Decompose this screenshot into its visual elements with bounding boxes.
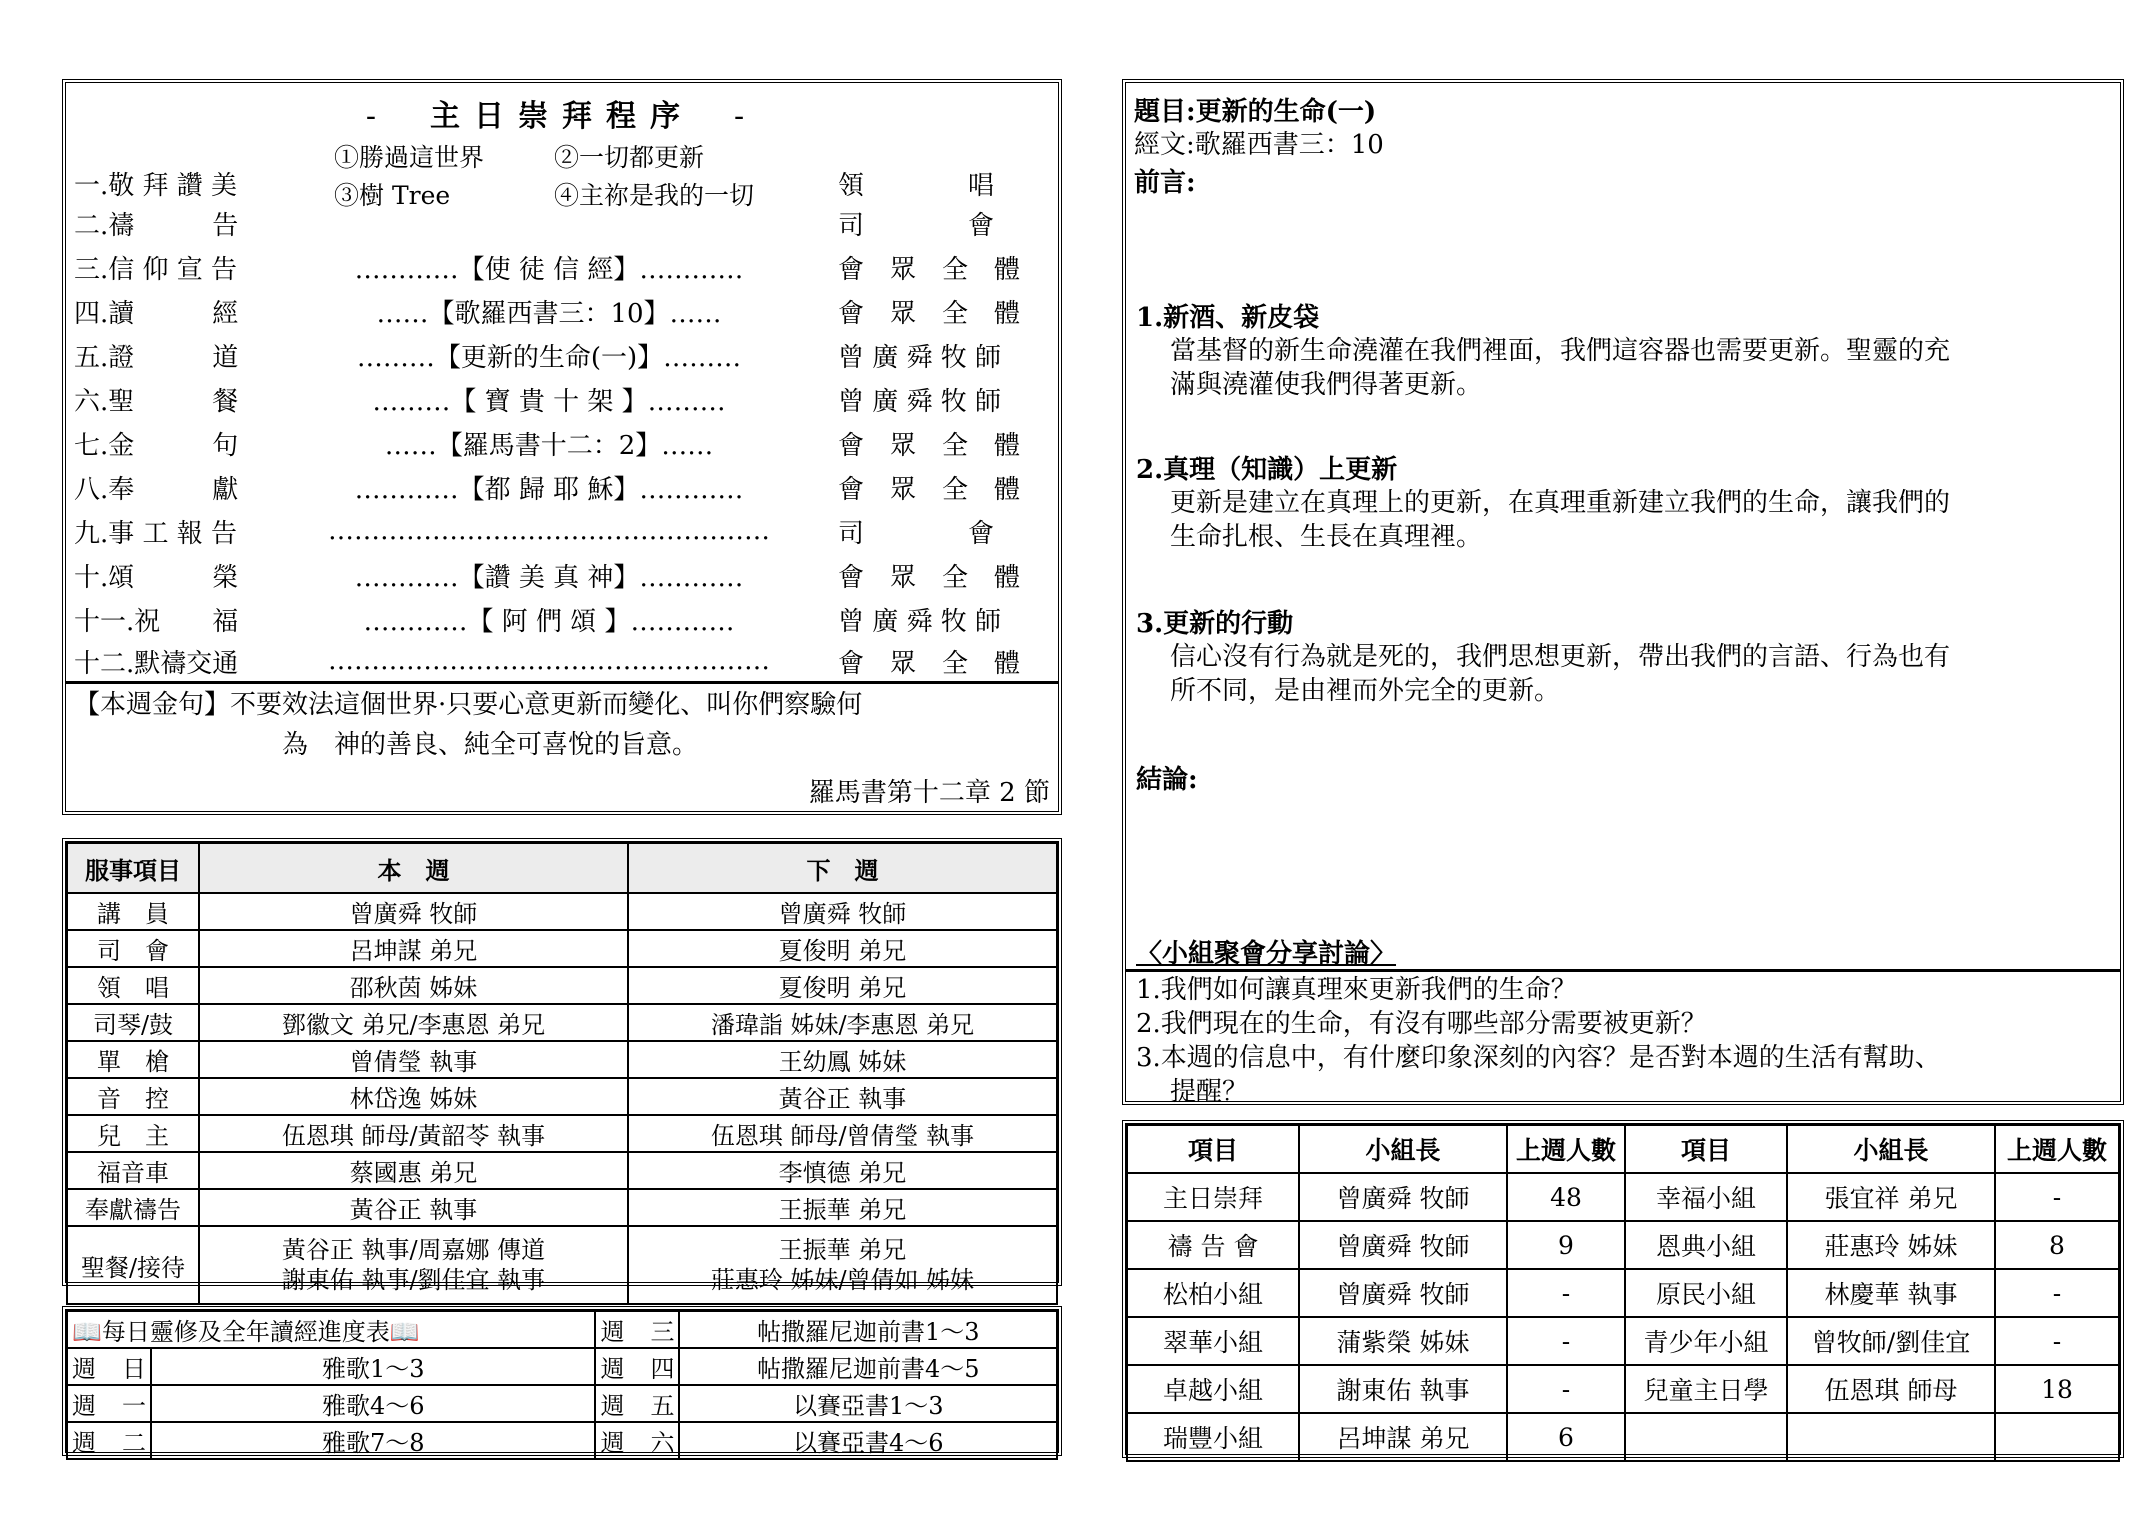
table-row — [67, 893, 1057, 930]
service-person: 黃谷正 執事 — [628, 1078, 1057, 1115]
table-row: 週 日 雅歌1～3 週 四 帖撒羅尼迦前書4～5 — [67, 1348, 1057, 1385]
table-cell: 伍恩琪 師母 — [1787, 1365, 1995, 1413]
service-role: 領 唱 — [67, 967, 199, 1004]
column-header: 上週人數 — [1995, 1125, 2119, 1173]
service-person: 曾倩瑩 執事 — [199, 1041, 628, 1078]
service-person: 黃谷正 執事 — [199, 1189, 628, 1226]
table-cell: 48 — [1507, 1173, 1625, 1221]
table-cell: 林慶華 執事 — [1787, 1269, 1995, 1317]
column-header: 本 週 — [199, 843, 628, 893]
service-role: 司 會 — [67, 930, 199, 967]
service-person: 林岱逸 姊妹 — [199, 1078, 628, 1115]
sermon-point: 1.新酒、新皮袋 當基督的新生命澆灌在我們裡面，我們這容器也需要更新。聖靈的充 滿與澆灌使我們得著更新。 — [1136, 303, 1951, 400]
table-cell: - — [1995, 1317, 2119, 1365]
table-cell: 曾牧師/劉佳宜 — [1787, 1317, 1995, 1365]
list-item: 提醒？ — [1170, 1077, 1249, 1107]
table-cell: 幸福小組 — [1625, 1173, 1787, 1221]
service-person: 伍恩琪 師母/曾倩瑩 執事 — [628, 1115, 1057, 1152]
table-cell: 卓越小組 — [1127, 1365, 1299, 1413]
order-row: 七.金 句 ……【羅馬書十二：2】…… 會 眾 全 體 — [74, 430, 1021, 461]
service-person: 夏俊明 弟兄 — [628, 930, 1057, 967]
sermon-point: 3.更新的行動 信心沒有行為就是死的，我們思想更新，帶出我們的言語、行為也有 所不同，是由裡而外完全的更新。 — [1136, 609, 1951, 706]
table-cell: - — [1507, 1269, 1625, 1317]
worship-order-box — [62, 79, 1062, 815]
table-cell — [1787, 1413, 1995, 1461]
table-cell: 瑞豐小組 — [1127, 1413, 1299, 1461]
service-person: 王幼鳳 姊妹 — [628, 1041, 1057, 1078]
table-cell: 松柏小組 — [1127, 1269, 1299, 1317]
table-cell: 張宜祥 弟兄 — [1787, 1173, 1995, 1221]
column-header: 項目 — [1127, 1125, 1299, 1173]
service-role: 音 控 — [67, 1078, 199, 1115]
sermon-notes-box — [1122, 79, 2124, 1105]
table-cell: 青少年小組 — [1625, 1317, 1787, 1365]
table-cell: - — [1995, 1269, 2119, 1317]
table-cell — [1995, 1413, 2119, 1461]
order-row: 六.聖 餐 ………【 寶 貴 十 架 】……… 曾 廣 舜 牧 師 — [74, 386, 1002, 417]
table-row: 📖每日靈修及全年讀經進度表📖 週 三 帖撒羅尼迦前書1～3 — [67, 1311, 1057, 1348]
column-header: 下 週 — [628, 843, 1057, 893]
song-item: ①勝過這世界 — [334, 143, 485, 172]
table-cell: 主日崇拜 — [1127, 1173, 1299, 1221]
column-header: 項目 — [1625, 1125, 1787, 1173]
reading-plan-table — [62, 1306, 1062, 1456]
table-row: 週 一 雅歌4～6 週 五 以賽亞書1～3 — [67, 1385, 1057, 1422]
column-header: 上週人數 — [1507, 1125, 1625, 1173]
table-header-row — [67, 843, 1057, 893]
sermon-intro: 前言: — [1134, 168, 1196, 198]
table-row — [67, 1115, 1057, 1152]
table-cell: 8 — [1995, 1221, 2119, 1269]
service-person: 呂坤謀 弟兄 — [199, 930, 628, 967]
order-row: 九.事 工 報 告 …………………………………………… 司 會 — [74, 516, 995, 549]
table-cell: 恩典小組 — [1625, 1221, 1787, 1269]
list-item: 3.本週的信息中，有什麼印象深刻的內容？是否對本週的生活有幫助、 — [1136, 1043, 1941, 1073]
table-cell: 呂坤謀 弟兄 — [1299, 1413, 1507, 1461]
table-row: 週 二 雅歌7～8 週 六 以賽亞書4～6 — [67, 1422, 1057, 1459]
reading-plan-title: 📖每日靈修及全年讀經進度表📖 — [67, 1311, 595, 1348]
table-header-row — [1127, 1125, 2119, 1173]
table-row — [1127, 1365, 2119, 1413]
verse-reference: 羅馬書第十二章 2 節 — [808, 778, 1050, 808]
table-cell: 18 — [1995, 1365, 2119, 1413]
sermon-topic: 題目:更新的生命(一) — [1134, 97, 1377, 127]
order-row: 十一.祝 福 …………【 阿 們 頌 】………… 曾 廣 舜 牧 師 — [74, 606, 1002, 637]
table-row — [67, 1041, 1057, 1078]
table-row — [1127, 1317, 2119, 1365]
table-cell: - — [1507, 1317, 1625, 1365]
service-schedule-table — [62, 838, 1062, 1294]
order-row: 一.敬 拜 讚 美 領 唱 — [74, 170, 995, 201]
service-person: 蔡國惠 弟兄 — [199, 1152, 628, 1189]
worship-order-title: - 主日崇拜程序 - — [365, 99, 759, 134]
table-cell: 莊惠玲 姊妹 — [1787, 1221, 1995, 1269]
table-cell: 6 — [1507, 1413, 1625, 1461]
service-role: 司琴/鼓 — [67, 1004, 199, 1041]
sermon-point: 2.真理（知識）上更新 更新是建立在真理上的更新，在真理重新建立我們的生命，讓我們的 生命扎根、生長在真理裡。 — [1136, 455, 1951, 552]
table-cell: 原民小組 — [1625, 1269, 1787, 1317]
order-row: 四.讀 經 ……【歌羅西書三：10】…… 會 眾 全 體 — [74, 298, 1021, 329]
order-row: 十.頌 榮 …………【讚 美 真 神】………… 會 眾 全 體 — [74, 562, 1021, 593]
song-item: ③樹 Tree — [334, 181, 451, 210]
table-row — [67, 1152, 1057, 1189]
table-row: 聖餐/接待 黃谷正 執事/周嘉娜 傳道 謝東佑 執事/劉佳宜 執事 王振華 弟兄 莊惠玲 姊妹/曾倩如 姊妹 — [67, 1226, 1057, 1304]
table-cell: 兒童主日學 — [1625, 1365, 1787, 1413]
order-row: 三.信 仰 宣 告 …………【使 徒 信 經】………… 會 眾 全 體 — [74, 254, 1021, 285]
table-row — [1127, 1173, 2119, 1221]
small-groups-table — [1122, 1120, 2124, 1458]
table-row — [67, 1078, 1057, 1115]
service-person: 潘瑋詣 姊妹/李惠恩 弟兄 — [628, 1004, 1057, 1041]
song-item: ②一切都更新 — [554, 143, 705, 172]
service-person: 李慎德 弟兄 — [628, 1152, 1057, 1189]
table-row — [1127, 1269, 2119, 1317]
table-cell: 翠華小組 — [1127, 1317, 1299, 1365]
table-cell: 曾廣舜 牧師 — [1299, 1221, 1507, 1269]
list-item: 2.我們現在的生命，有沒有哪些部分需要被更新？ — [1136, 1009, 1707, 1039]
order-row: 十二.默禱交通 …………………………………………… 會 眾 全 體 — [74, 646, 1021, 679]
service-person: 曾廣舜 牧師 — [628, 893, 1057, 930]
service-person: 曾廣舜 牧師 — [199, 893, 628, 930]
table-cell: 蒲紫榮 姊妹 — [1299, 1317, 1507, 1365]
song-item: ④主祢是我的一切 — [554, 181, 755, 210]
column-header: 服事項目 — [67, 843, 199, 893]
table-row — [1127, 1221, 2119, 1269]
service-person: 王振華 弟兄 — [628, 1189, 1057, 1226]
table-row — [67, 967, 1057, 1004]
table-cell: 曾廣舜 牧師 — [1299, 1269, 1507, 1317]
table-cell: - — [1507, 1365, 1625, 1413]
table-cell: 曾廣舜 牧師 — [1299, 1173, 1507, 1221]
table-cell: 禱 告 會 — [1127, 1221, 1299, 1269]
table-row — [67, 1004, 1057, 1041]
service-role: 福音車 — [67, 1152, 199, 1189]
list-item: 1.我們如何讓真理來更新我們的生命？ — [1136, 975, 1577, 1005]
service-person: 鄧徽文 弟兄/李惠恩 弟兄 — [199, 1004, 628, 1041]
service-role: 兒 主 — [67, 1115, 199, 1152]
table-row — [1127, 1413, 2119, 1461]
divider — [66, 681, 1058, 684]
table-cell: - — [1995, 1173, 2119, 1221]
table-row — [67, 930, 1057, 967]
order-row: 五.證 道 ………【更新的生命(一)】……… 曾 廣 舜 牧 師 — [74, 342, 1002, 373]
table-cell: 謝東佑 執事 — [1299, 1365, 1507, 1413]
column-header: 小組長 — [1299, 1125, 1507, 1173]
divider — [1126, 969, 2120, 972]
service-person: 邵秋茵 姊妹 — [199, 967, 628, 1004]
service-person: 夏俊明 弟兄 — [628, 967, 1057, 1004]
small-group-discussion: 〈小組聚會分享討論〉 — [1136, 939, 1397, 969]
table-row — [67, 1189, 1057, 1226]
sermon-conclusion: 結論: — [1136, 765, 1198, 795]
service-role: 奉獻禱告 — [67, 1189, 199, 1226]
service-person: 伍恩琪 師母/黃韶苓 執事 — [199, 1115, 628, 1152]
sermon-scripture: 經文:歌羅西書三：10 — [1134, 130, 1384, 160]
service-role: 講 員 — [67, 893, 199, 930]
service-role: 單 槍 — [67, 1041, 199, 1078]
order-row: 八.奉 獻 …………【都 歸 耶 穌】………… 會 眾 全 體 — [74, 474, 1021, 505]
column-header: 小組長 — [1787, 1125, 1995, 1173]
weekly-verse: 【本週金句】不要效法這個世界·只要心意更新而變化、叫你們察驗何 為 神的善良、純全可喜悅的旨意。 羅馬書第十二章 2 節 — [74, 685, 1050, 765]
discussion-questions — [1136, 973, 2110, 1109]
table-cell: 9 — [1507, 1221, 1625, 1269]
table-cell — [1625, 1413, 1787, 1461]
order-row: 二.禱 告 司 會 — [74, 210, 995, 241]
